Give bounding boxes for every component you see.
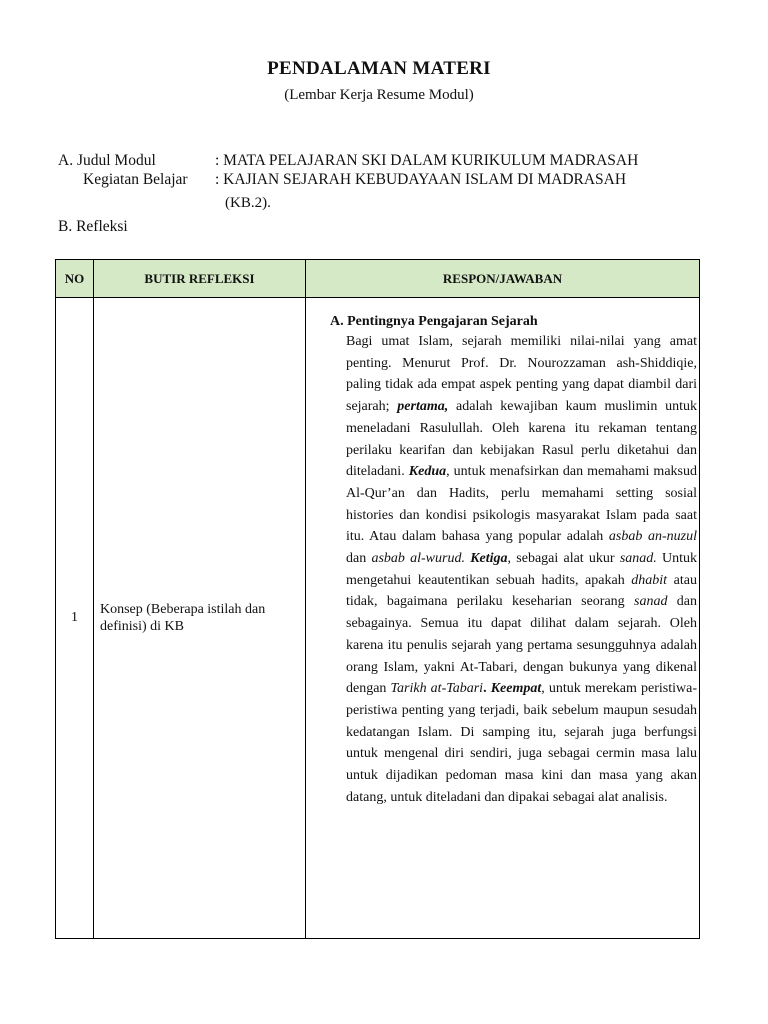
row-number: 1	[56, 298, 94, 939]
table-row	[56, 298, 700, 939]
respon-text-run: , sebagai alat ukur	[507, 551, 620, 567]
page-subtitle: (Lembar Kerja Resume Modul)	[284, 87, 474, 103]
respon-text-run: Ketiga	[470, 551, 508, 567]
respon-text-run: atau tidak, bagaimana perilaku keseharian seorang	[346, 572, 697, 610]
respon-text-run: Tarikh at-Tabari	[390, 681, 484, 697]
meta-kegiatan-row	[58, 170, 626, 189]
respon-text-run: asbab an-nuzul	[608, 529, 697, 545]
header-respon: RESPON/JAWABAN	[306, 260, 700, 298]
respon-text-run: dhabit	[631, 572, 668, 588]
respon-text-run: pertama,	[397, 399, 449, 415]
respon-text-run: , untuk menafsirkan dan memahami maksud Al-Qur’an dan Hadits, perlu memahami setting sosial histories dan kondisi psikologis masyarakat Islam pada saat itu. Atau dalam bahasa yang popular adalah	[346, 464, 697, 545]
respon-text-run: Keempat	[490, 681, 542, 697]
judul-label: A. Judul Modul	[58, 152, 156, 169]
meta-judul-row	[58, 151, 638, 170]
respon-text-run: adalah kewajiban kaum muslimin untuk meneladani Rasulullah. Oleh karena itu rekaman tentang perilaku kearifan dan kebijakan Rasul perlu diketahui dan diteladani.	[346, 399, 698, 480]
respon-text-run: Kedua	[408, 464, 447, 480]
respon-text-run: dan	[346, 551, 372, 567]
section-b-heading: B. Refleksi	[58, 218, 128, 235]
respon-text-run: sanad	[634, 594, 668, 610]
respon-text-run: asbab al-wurud.	[371, 551, 465, 567]
table-header-row	[56, 260, 700, 298]
respon-text-run: , untuk merekam peristiwa-peristiwa penting yang terjadi, baik sebelum maupun sesudah kedatangan Islam. Di samping itu, sejarah juga berfungsi untuk mengenal diri sendiri, juga sebagai cermin masa lalu untuk dijadikan pedoman masa kini dan masa yang akan datang, untuk diteladani dan dipakai sebagai alat analisis.	[346, 681, 697, 805]
header-no: NO	[56, 260, 94, 298]
respon-text-run: dan sebagainya. Semua itu dapat dilihat dalam sejarah. Oleh karena itu penulis sejarah yang pertama sesungguhnya adalah orang Islam, yakni At-Tabari, dengan bukunya yang dikenal dengan	[346, 594, 698, 697]
reflection-table	[55, 259, 700, 939]
kb-code: (KB.2).	[225, 195, 271, 211]
kegiatan-value: : KAJIAN SEJARAH KEBUDAYAAN ISLAM DI MADRASAH	[215, 171, 627, 188]
butir-cell: Konsep (Beberapa istilah dan definisi) di KB	[94, 298, 306, 939]
respon-cell	[306, 298, 700, 939]
judul-value: : MATA PELAJARAN SKI DALAM KURIKULUM MADRASAH	[215, 152, 639, 169]
respon-text-run: Bagi umat Islam, sejarah memiliki nilai-nilai yang amat penting. Menurut Prof. Dr. Nourozzaman ash-Shiddiqie, paling tidak ada empat aspek penting yang dapat diambil dari sejarah;	[346, 334, 697, 415]
header-butir: BUTIR REFLEKSI	[94, 260, 306, 298]
respon-heading: A. Pentingnya Pengajaran Sejarah	[330, 314, 538, 329]
respon-text-run: sanad.	[619, 551, 657, 567]
kegiatan-label: Kegiatan Belajar	[83, 171, 188, 188]
respon-paragraph	[346, 331, 697, 808]
page-title: PENDALAMAN MATERI	[267, 58, 491, 79]
respon-text-run: Untuk mengetahui keautentikan sebuah hadits, apakah	[346, 551, 697, 588]
respon-text-run: .	[483, 681, 487, 697]
